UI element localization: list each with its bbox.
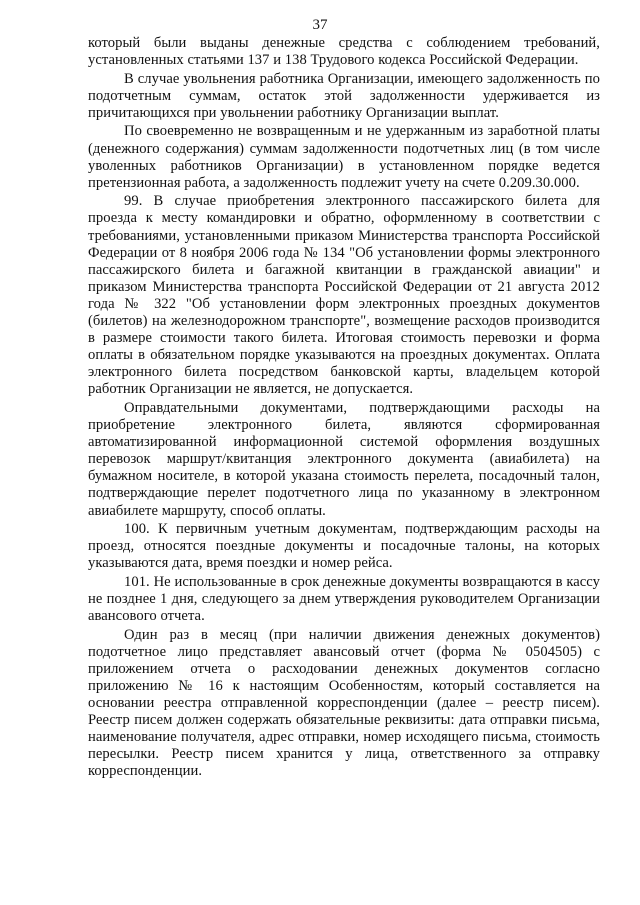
- paragraph-dismissal-debt: В случае увольнения работника Организации, имеющего задолженность по подотчетным суммам, остаток этой задолженности удерживается из причитающихся при увольнении работнику Организации выплат.: [88, 70, 600, 121]
- document-body: [88, 35, 600, 781]
- paragraph-clause-100: 100. К первичным учетным документам, подтверждающим расходы на проезд, относятся поездные документы и посадочные талоны, на которых указываются дата, время поездки и номер рейса.: [88, 521, 600, 572]
- paragraph-supporting-documents: Оправдательными документами, подтверждающими расходы на приобретение электронного билета, являются сформированная автоматизированной информационной системой оформления воздушных перевозок маршрут/квитанция электронного документа (авиабилета) на бумажном носителе, в которой указана стоимость перелета, посадочный талон, подтверждающие перелет подотчетного лица по указанному в электронном авиабилете маршруту, способ оплаты.: [88, 399, 600, 519]
- paragraph-monthly-report: Один раз в месяц (при наличии движения денежных документов) подотчетное лицо представляет авансовый отчет (форма № 0504505) с приложением отчета о расходовании денежных документов согласно приложению № 16 к настоящим Особенностям, который составляется на основании реестра отправленной корреспонденции (далее – реестр писем). Реестр писем должен содержать обязательные реквизиты: дата отправки письма, наименование получателя, адрес отправки, номер исходящего письма, стоимость пересылки. Реестр писем хранится у лица, ответственного за отправку корреспонденции.: [88, 626, 600, 780]
- page-number: 37: [312, 17, 328, 33]
- paragraph-clause-99: 99. В случае приобретения электронного пассажирского билета для проезда к месту командировки и обратно, оформленному в соответствии с требованиями, установленными приказом Министерства транспорта Российской Федерации от 8 ноября 2006 года № 134 "Об установлении формы электронного пассажирского билета и багажной квитанции в гражданской авиации" и приказом Министерства транспорта Российской Федерации от 21 августа 2012 года № 322 "Об установлении форм электронных проездных документов (билетов) на железнодорожном транспорте", возмещение расходов производится в размере стоимости такого билета. Итоговая стоимость перевозки и форма оплаты в обязательном порядке указываются на проездных документах. Оплата электронного билета посредством банковской карты, владельцем которой работник Организации не является, не допускается.: [88, 193, 600, 398]
- paragraph-clause-101: 101. Не использованные в срок денежные документы возвращаются в кассу не позднее 1 дня, следующего за днем утверждения руководителем Организации авансового отчета.: [88, 573, 600, 625]
- paragraph-claims-work: По своевременно не возвращенным и не удержанным из заработной платы (денежного содержания) суммам задолженности подотчетных лиц (в том числе уволенных работников Организации) в установленном порядке ведется претензионная работа, а задолженность подлежит учету на счете 0.209.30.000.: [88, 123, 600, 191]
- paragraph-continuation: который были выданы денежные средства с соблюдением требований, установленных статьями 137 и 138 Трудового кодекса Российской Федерации.: [88, 35, 600, 69]
